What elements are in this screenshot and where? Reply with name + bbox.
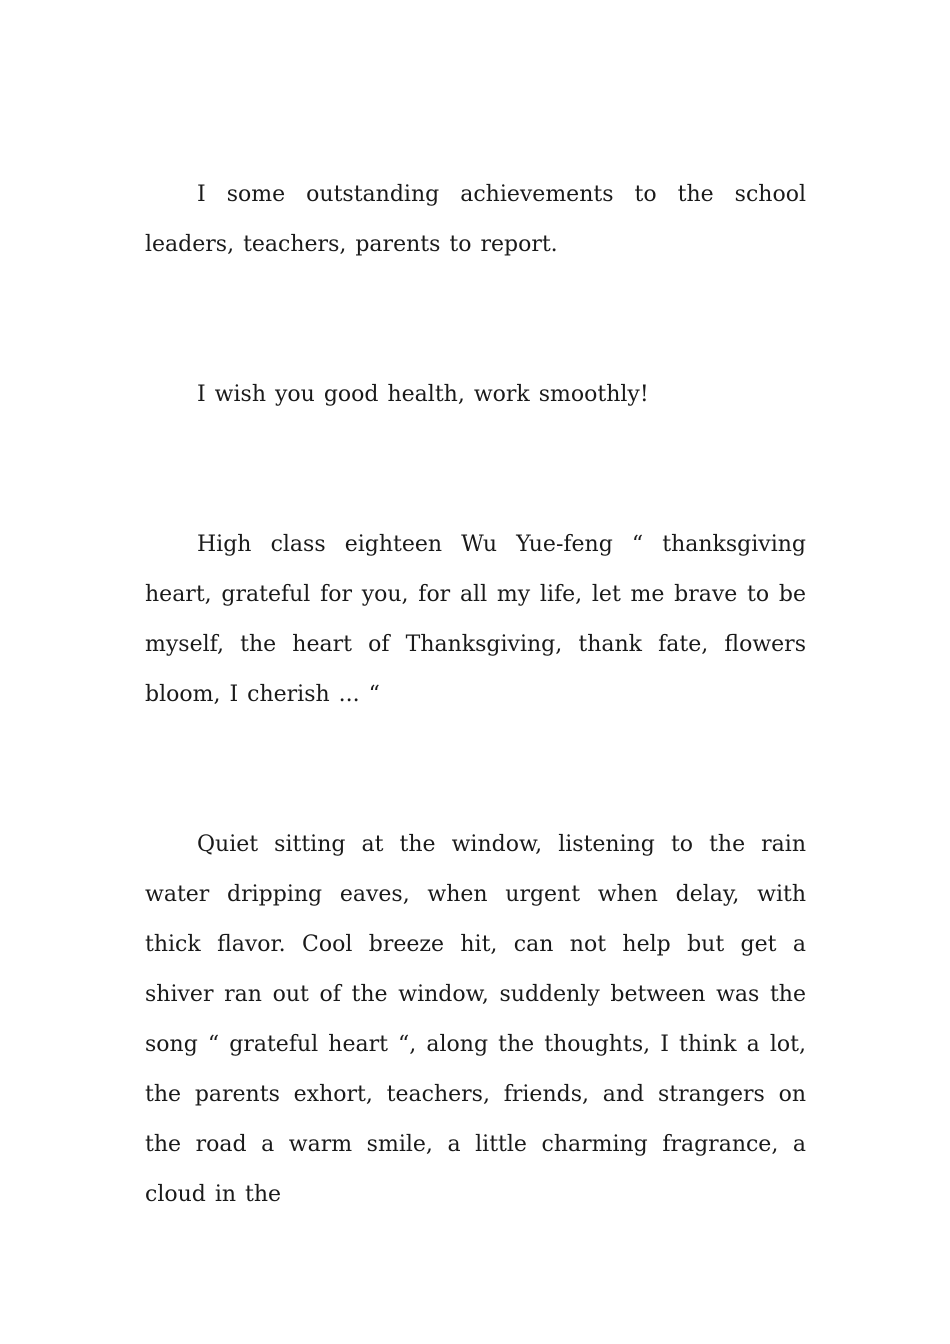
document-page <box>145 170 806 1220</box>
paragraph-report: I some outstanding achievements to the school leaders, teachers, parents to report. <box>145 182 806 257</box>
paragraph-thanksgiving-heart: High class eighteen Wu Yue-feng “ thanksgiving heart, grateful for you, for all my life, let me brave to be myself, the heart of Thanksgiving, thank fate, flowers bloom, I cherish ... “ <box>145 532 806 707</box>
paragraph-wish: I wish you good health, work smoothly! <box>197 382 649 407</box>
paragraph-quiet-sitting: Quiet sitting at the window, listening to the rain water dripping eaves, when urgent when delay, with thick flavor. Cool breeze hit, can not help but get a shiver ran out of the window, suddenly between was the song “ grateful heart “, along the thoughts, I think a lot, the parents exhort, teachers, friends, and strangers on the road a warm smile, a little charming fragrance, a cloud in the <box>145 832 806 1207</box>
